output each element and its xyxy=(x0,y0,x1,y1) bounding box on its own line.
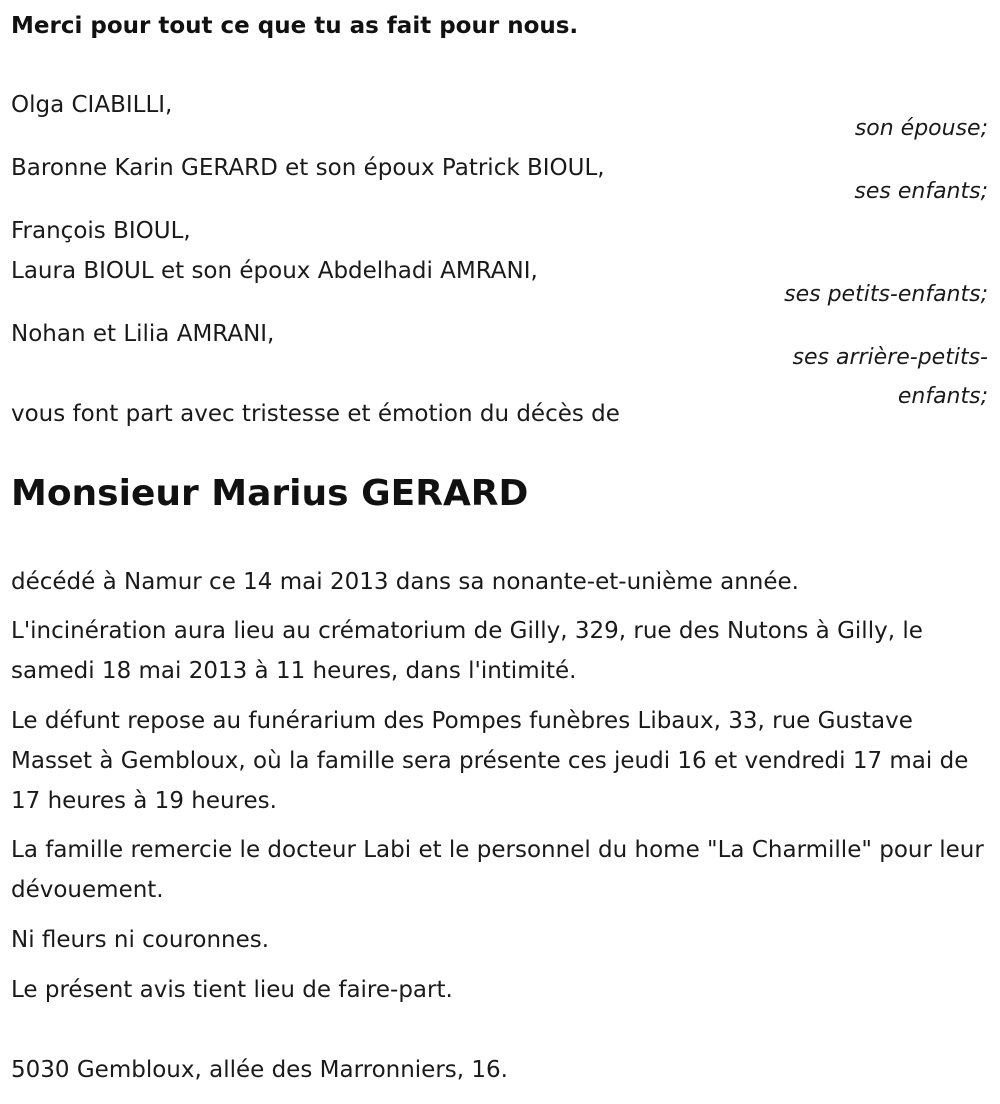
thanks-heading: Merci pour tout ce que tu as fait pour nous. xyxy=(11,13,579,39)
funeral-home-details: Le défunt repose au funérarium des Pompes funèbres Libaux, 33, rue Gustave Masset à Gembloux, où la famille sera présente ces jeudi 16 et vendredi 17 mai de 17 heures à 19 heures. xyxy=(11,708,969,814)
great-grandchildren-name: Nohan et Lilia AMRANI, xyxy=(11,321,275,347)
death-details: décédé à Namur ce 14 mai 2013 dans sa nonante-et-unième année. xyxy=(11,569,799,595)
staff-thanks: La famille remercie le docteur Labi et le personnel du home "La Charmille" pour leur dévouement. xyxy=(11,837,984,903)
grandchildren-name-1: François BIOUL, xyxy=(11,218,191,244)
spouse-name: Olga CIABILLI, xyxy=(11,92,173,118)
no-flowers: Ni fleurs ni couronnes. xyxy=(11,927,270,953)
family-address: 5030 Gembloux, allée des Marronniers, 16. xyxy=(11,1057,508,1083)
spouse-role: son épouse; xyxy=(854,116,988,141)
cremation-details: L'incinération aura lieu au crématorium de Gilly, 329, rue des Nutons à Gilly, le samedi 18 mai 2013 à 11 heures, dans l'intimité. xyxy=(11,618,923,684)
children-role: ses enfants; xyxy=(854,179,988,204)
children-name: Baronne Karin GERARD et son époux Patrick BIOUL, xyxy=(11,155,605,181)
grandchildren-name-2: Laura BIOUL et son époux Abdelhadi AMRANI, xyxy=(11,258,538,284)
notice-statement: Le présent avis tient lieu de faire-part. xyxy=(11,977,453,1003)
great-grandchildren-role-line1: ses arrière-petits- xyxy=(792,345,988,370)
announcement-intro: vous font part avec tristesse et émotion du décès de xyxy=(11,401,620,427)
great-grandchildren-role-line2: enfants; xyxy=(897,384,988,409)
deceased-name: Monsieur Marius GERARD xyxy=(11,473,529,514)
grandchildren-role: ses petits-enfants; xyxy=(784,282,988,307)
